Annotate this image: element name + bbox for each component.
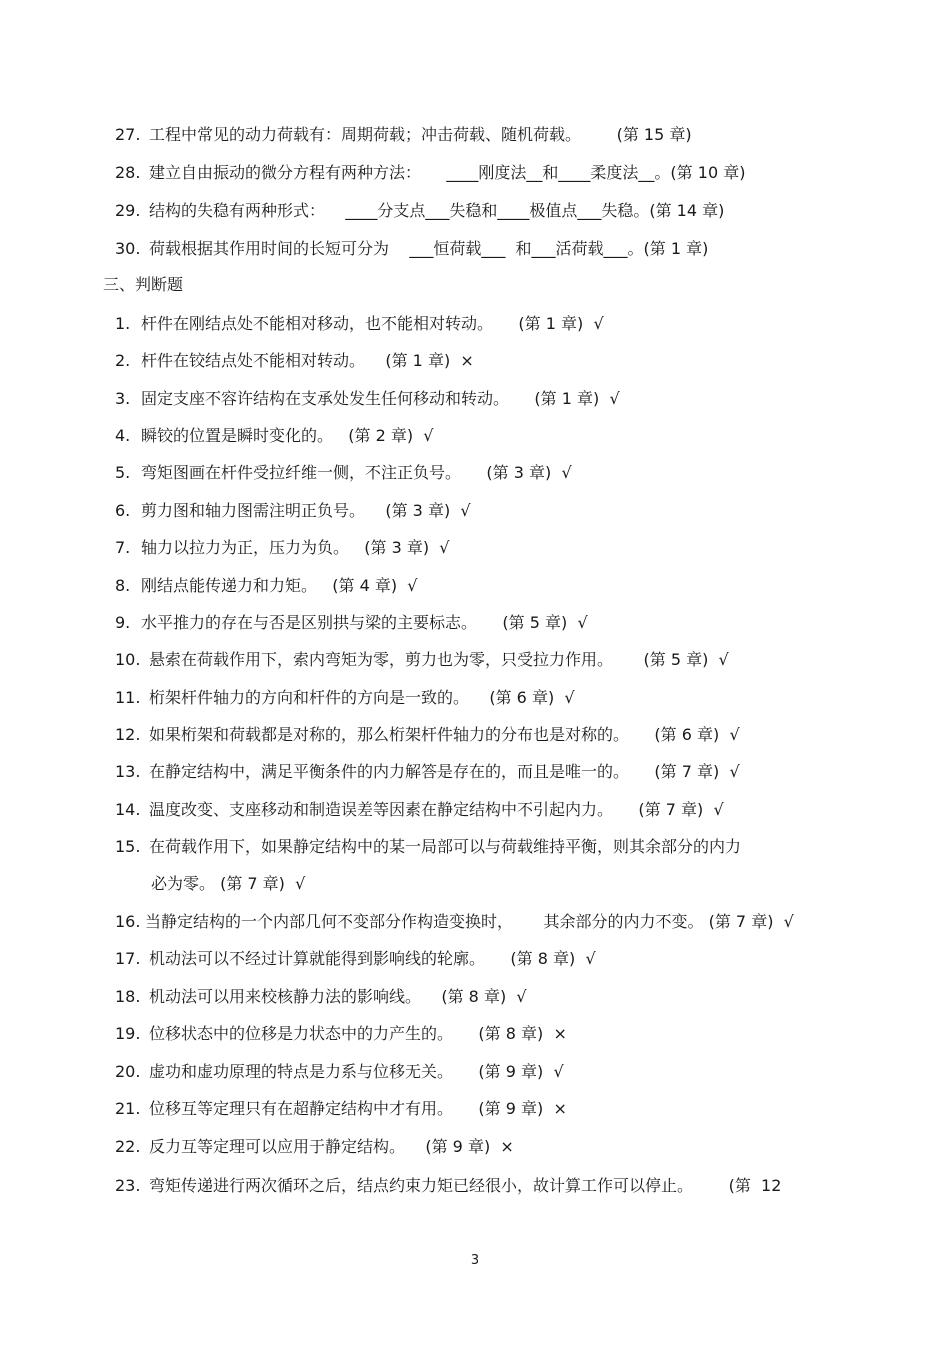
item-number: 11. <box>115 688 141 707</box>
item-number: 28. <box>115 163 141 182</box>
item-number: 17. <box>115 949 141 968</box>
judge-item-6 <box>115 500 471 522</box>
item-text: 虚功和虚功原理的特点是力系与位移无关。 (第 9 章) √ <box>149 1062 564 1081</box>
item-text: 位移互等定理只有在超静定结构中才有用。 (第 9 章) × <box>149 1099 567 1118</box>
item-text: 剪力图和轴力图需注明正负号。 (第 3 章) √ <box>141 501 471 520</box>
judge-item-3 <box>115 388 620 410</box>
item-number: 18. <box>115 987 141 1006</box>
judge-item-15-continuation: 必为零。 (第 7 章) √ <box>151 874 306 893</box>
judge-item-20 <box>115 1061 564 1083</box>
fill-item-27 <box>115 124 692 146</box>
item-text: 瞬铰的位置是瞬时变化的。 (第 2 章) √ <box>141 426 434 445</box>
item-text: 轴力以拉力为正，压力为负。 (第 3 章) √ <box>141 538 450 557</box>
item-number: 6. <box>115 501 131 520</box>
fill-item-29 <box>115 200 724 222</box>
item-number: 30. <box>115 239 141 258</box>
item-text: 位移状态中的位移是力状态中的力产生的。 (第 8 章) × <box>149 1024 567 1043</box>
judge-item-23 <box>115 1175 781 1197</box>
judge-item-4 <box>115 425 433 447</box>
item-text: 如果桁架和荷载都是对称的，那么桁架杆件轴力的分布也是对称的。 (第 6 章) √ <box>149 725 740 744</box>
judge-item-15 <box>115 836 741 858</box>
item-text: 刚结点能传递力和力矩。 (第 4 章) √ <box>141 576 418 595</box>
judge-item-1 <box>115 313 604 335</box>
judge-item-10 <box>115 649 729 671</box>
judge-item-11 <box>115 687 575 709</box>
item-text: 机动法可以用来校核静力法的影响线。 (第 8 章) √ <box>149 987 527 1006</box>
judge-item-8 <box>115 575 417 597</box>
judge-item-2 <box>115 350 474 372</box>
item-text: 杆件在刚结点处不能相对移动，也不能相对转动。 (第 1 章) √ <box>141 314 604 333</box>
item-number: 12. <box>115 725 141 744</box>
judge-item-13 <box>115 761 740 783</box>
item-number: 20. <box>115 1062 141 1081</box>
judge-item-9 <box>115 612 588 634</box>
item-text: 荷载根据其作用时间的长短可分为 ___恒荷载___ 和___活荷载___。(第 1 章) <box>149 239 709 258</box>
item-text: 工程中常见的动力荷载有：周期荷载；冲击荷载、随机荷载。 (第 15 章) <box>149 125 692 144</box>
item-number: 5. <box>115 463 131 482</box>
item-text: 悬索在荷载作用下，索内弯矩为零，剪力也为零，只受拉力作用。 (第 5 章) √ <box>149 650 729 669</box>
item-number: 16. <box>115 912 141 931</box>
judge-item-7 <box>115 537 449 559</box>
item-number: 1. <box>115 314 131 333</box>
item-number: 2. <box>115 351 131 370</box>
item-text: 在荷载作用下，如果静定结构中的某一局部可以与荷载维持平衡，则其余部分的内力 <box>149 837 742 856</box>
item-text: 当静定结构的一个内部几何不变部分作构造变换时， 其余部分的内力不变。 (第 7 章) √ <box>145 912 794 931</box>
item-number: 3. <box>115 389 131 408</box>
judge-item-21 <box>115 1098 567 1120</box>
item-number: 23. <box>115 1176 141 1195</box>
item-number: 15. <box>115 837 141 856</box>
item-number: 29. <box>115 201 141 220</box>
item-text: 在静定结构中，满足平衡条件的内力解答是存在的，而且是唯一的。 (第 7 章) √ <box>149 762 740 781</box>
item-number: 4. <box>115 426 131 445</box>
item-text: 机动法可以不经过计算就能得到影响线的轮廓。 (第 8 章) √ <box>149 949 596 968</box>
item-text: 反力互等定理可以应用于静定结构。 (第 9 章) × <box>149 1137 514 1156</box>
judge-item-22 <box>115 1136 514 1158</box>
judge-item-17 <box>115 948 596 970</box>
item-number: 27. <box>115 125 141 144</box>
item-text: 水平推力的存在与否是区别拱与梁的主要标志。 (第 5 章) √ <box>141 613 588 632</box>
judge-item-19 <box>115 1023 567 1045</box>
judge-item-12 <box>115 724 740 746</box>
item-number: 13. <box>115 762 141 781</box>
fill-item-30 <box>115 238 708 260</box>
item-number: 8. <box>115 576 131 595</box>
judge-item-18 <box>115 986 527 1008</box>
fill-item-28 <box>115 162 745 184</box>
judge-item-16 <box>115 911 794 933</box>
item-text: 建立自由振动的微分方程有两种方法： ____刚度法__和____柔度法__。(第 10 章) <box>149 163 746 182</box>
item-text: 桁架杆件轴力的方向和杆件的方向是一致的。 (第 6 章) √ <box>149 688 575 707</box>
item-text: 固定支座不容许结构在支承处发生任何移动和转动。 (第 1 章) √ <box>141 389 620 408</box>
item-number: 21. <box>115 1099 141 1118</box>
item-text: 杆件在铰结点处不能相对转动。 (第 1 章) × <box>141 351 474 370</box>
section-title: 三、判断题 <box>103 275 184 294</box>
item-number: 10. <box>115 650 141 669</box>
page-number: 3 <box>470 1253 480 1268</box>
judge-item-14 <box>115 799 724 821</box>
item-text: 结构的失稳有两种形式： ____分支点___失稳和____极值点___失稳。(第 14 章) <box>149 201 725 220</box>
item-number: 9. <box>115 613 131 632</box>
item-number: 14. <box>115 800 141 819</box>
item-number: 22. <box>115 1137 141 1156</box>
item-number: 7. <box>115 538 131 557</box>
item-number: 19. <box>115 1024 141 1043</box>
item-text: 弯矩传递进行两次循环之后，结点约束力矩已经很小，故计算工作可以停止。 (第 12 <box>149 1176 782 1195</box>
judge-item-5 <box>115 462 572 484</box>
item-text: 弯矩图画在杆件受拉纤维一侧，不注正负号。 (第 3 章) √ <box>141 463 572 482</box>
item-text: 温度改变、支座移动和制造误差等因素在静定结构中不引起内力。 (第 7 章) √ <box>149 800 724 819</box>
